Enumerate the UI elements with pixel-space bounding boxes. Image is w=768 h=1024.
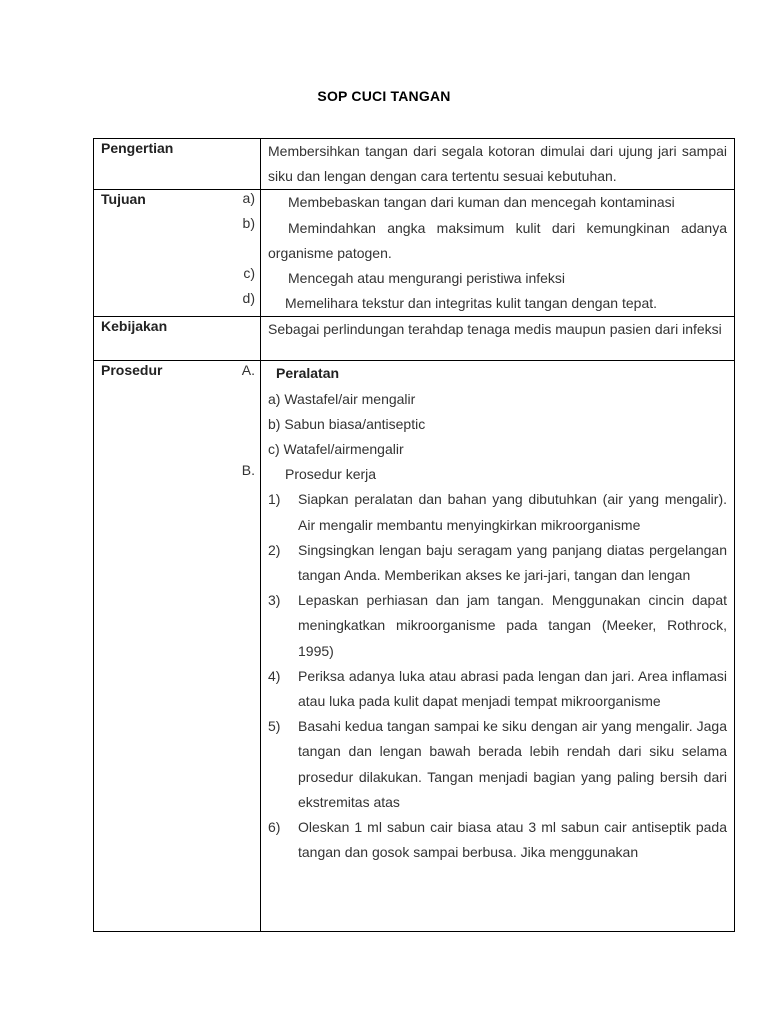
list-item: a) Wastafel/air mengalir (268, 390, 416, 407)
list-item: Memindahkan angka maksimum kulit dari kemungkinan adanya organisme patogen. (268, 219, 727, 261)
list-item: Membebaskan tangan dari kuman dan mencegah kontaminasi (288, 194, 675, 211)
row-prosedur (94, 361, 735, 932)
row-kebijakan (94, 317, 735, 361)
row-label: Tujuan (101, 191, 146, 208)
kebijakan-text: Sebagai perlindungan terahdap tenaga medis maupun pasien dari infeksi (261, 317, 735, 361)
step-number: 1) (268, 491, 281, 508)
document-title: SOP CUCI TANGAN (317, 88, 451, 104)
step-item (268, 714, 727, 815)
step-item (268, 588, 727, 664)
list-item: Memelihara tekstur dan integritas kulit tangan dengan tepat. (285, 295, 658, 312)
list-marker: d) (242, 290, 255, 307)
step-text: Oleskan 1 ml sabun cair biasa atau 3 ml sabun cair antiseptik pada tangan dan gosok sampai berbusa. Jika menggunakan (298, 819, 727, 861)
row-label: Kebijakan (101, 318, 168, 335)
tujuan-content (261, 190, 735, 317)
list-item: Mencegah atau mengurangi peristiwa infeksi (288, 270, 566, 287)
list-marker: b) (242, 215, 255, 232)
sop-table (93, 138, 735, 932)
step-text: Singsingkan lengan baju seragam yang panjang diatas pergelangan tangan Anda. Memberikan akses ke jari-jari, tangan dan lengan (298, 541, 727, 584)
step-item (268, 487, 727, 537)
step-text: Basahi kedua tangan sampai ke siku dengan air yang mengalir. Jaga tangan dan lengan bawah berada lebih rendah dari siku selama prosedur dilakukan. Tangan menjadi bagian yang paling bersih dari ekstremitas atas (298, 718, 727, 810)
section-marker: B. (241, 462, 255, 479)
step-number: 2) (268, 541, 281, 558)
step-text: Lepaskan perhiasan dan jam tangan. Menggunakan cincin dapat meningkatkan mikroorganisme pada tangan (Meeker, Rothrock, 1995) (298, 592, 727, 659)
pengertian-text: Membersihkan tangan dari segala kotoran dimulai dari ujung jari sampai siku dan lengan dengan cara tertentu sesuai kebutuhan. (261, 139, 735, 190)
list-marker: a) (242, 190, 255, 207)
step-number: 6) (268, 819, 281, 836)
row-label: Prosedur (101, 362, 163, 379)
step-item (268, 664, 727, 714)
step-number: 5) (268, 718, 281, 735)
list-marker: c) (243, 265, 255, 282)
section-marker: A. (241, 362, 255, 379)
step-text: Siapkan peralatan dan bahan yang dibutuhkan (air yang mengalir). Air mengalir membantu menyingkirkan mikroorganisme (298, 491, 727, 533)
section-heading: Prosedur kerja (285, 466, 377, 483)
section-heading: Peralatan (276, 365, 340, 382)
label-cell (94, 139, 261, 190)
step-text: Periksa adanya luka atau abrasi pada lengan dan jari. Area inflamasi atau luka pada kulit dapat menjadi tempat mikroorganisme (298, 667, 727, 710)
list-item: c) Watafel/airmengalir (268, 441, 404, 458)
row-label: Pengertian (101, 140, 174, 156)
list-item: b) Sabun biasa/antiseptic (268, 415, 426, 432)
step-number: 4) (268, 667, 281, 684)
row-pengertian (94, 139, 735, 190)
row-tujuan (94, 190, 735, 317)
step-item (268, 815, 727, 865)
step-number: 3) (268, 592, 281, 609)
step-item (268, 538, 727, 588)
label-cell (94, 361, 261, 932)
prosedur-content (261, 361, 735, 932)
label-cell (94, 190, 261, 317)
label-cell (94, 317, 261, 361)
